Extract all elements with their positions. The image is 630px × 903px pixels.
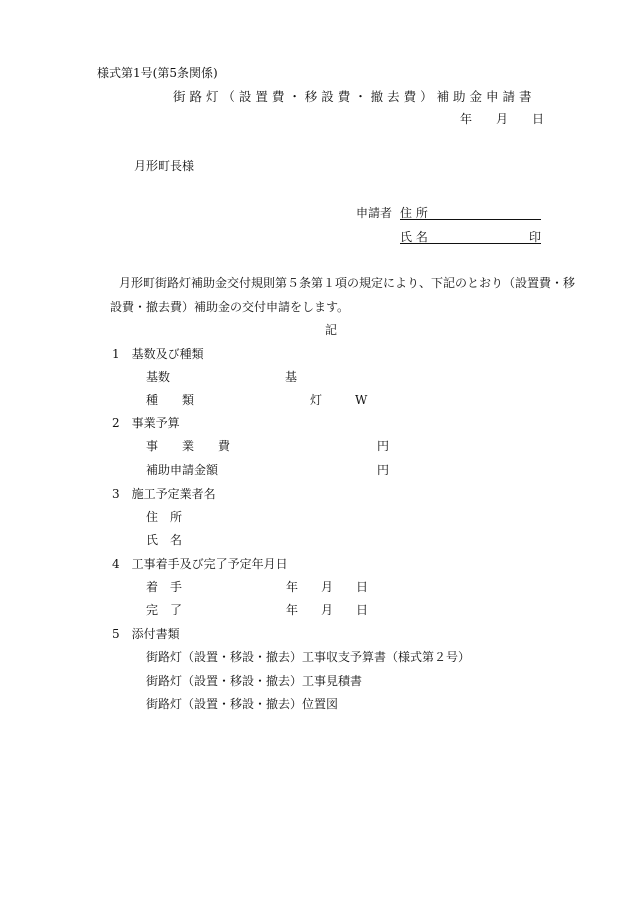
- project-cost-unit: 円: [377, 439, 390, 453]
- applicant-name-label: 氏 名: [400, 230, 428, 244]
- start-year: 年: [286, 580, 299, 594]
- date-year-label: 年: [460, 112, 473, 126]
- contractor-name-label: 氏 名: [146, 533, 183, 547]
- document-title: 街 路 灯 （ 設 置 費 ・ 移 設 費 ・ 撤 去 費 ） 補 助 金 申 請 書: [173, 89, 532, 104]
- applicant-label: 申請者: [356, 206, 393, 220]
- section-2-heading: 2 事業予算: [112, 416, 180, 430]
- end-month: 月: [321, 603, 334, 617]
- end-year: 年: [286, 603, 299, 617]
- start-day: 日: [356, 580, 369, 594]
- type-unit-watt: W: [355, 393, 368, 407]
- section-4-heading: 4 工事着手及び完了予定年月日: [112, 557, 288, 571]
- section-5-heading: 5 添付書類: [112, 627, 180, 641]
- subsidy-amount-unit: 円: [377, 463, 390, 477]
- body-text-line-2: 設費・撤去費）補助金の交付申請をします。: [110, 300, 350, 314]
- attachment-1: 街路灯（設置・移設・撤去）工事収支予算書（様式第２号）: [146, 650, 471, 664]
- section-1-heading: 1 基数及び種類: [112, 347, 204, 361]
- start-label: 着 手: [146, 580, 183, 594]
- subsidy-amount-label: 補助申請金額: [146, 463, 219, 477]
- end-day: 日: [356, 603, 369, 617]
- type-unit-lamp: 灯: [310, 393, 323, 407]
- body-text-line-1: 月形町街路灯補助金交付規則第５条第１項の規定により、下記のとおり（設置費・移: [119, 276, 576, 290]
- attachment-2: 街路灯（設置・移設・撤去）工事見積書: [146, 674, 363, 688]
- date-day-label: 日: [532, 112, 545, 126]
- count-label: 基数: [146, 370, 171, 384]
- section-3-heading: 3 施工予定業者名: [112, 487, 216, 501]
- contractor-address-label: 住 所: [146, 510, 183, 524]
- ki-heading: 記: [325, 323, 338, 337]
- start-month: 月: [321, 580, 334, 594]
- type-label: 種 類: [146, 393, 195, 407]
- attachment-3: 街路灯（設置・移設・撤去）位置図: [146, 697, 339, 711]
- applicant-address-line: [400, 219, 541, 220]
- applicant-address-label: 住 所: [400, 206, 428, 220]
- end-label: 完 了: [146, 603, 183, 617]
- seal-mark: 印: [529, 230, 542, 244]
- addressee: 月形町長様: [134, 159, 195, 173]
- count-unit: 基: [285, 370, 298, 384]
- date-month-label: 月: [496, 112, 509, 126]
- form-number: 様式第1号(第5条関係): [97, 66, 218, 80]
- applicant-name-line: [400, 243, 541, 244]
- project-cost-label: 事 業 費: [146, 439, 231, 453]
